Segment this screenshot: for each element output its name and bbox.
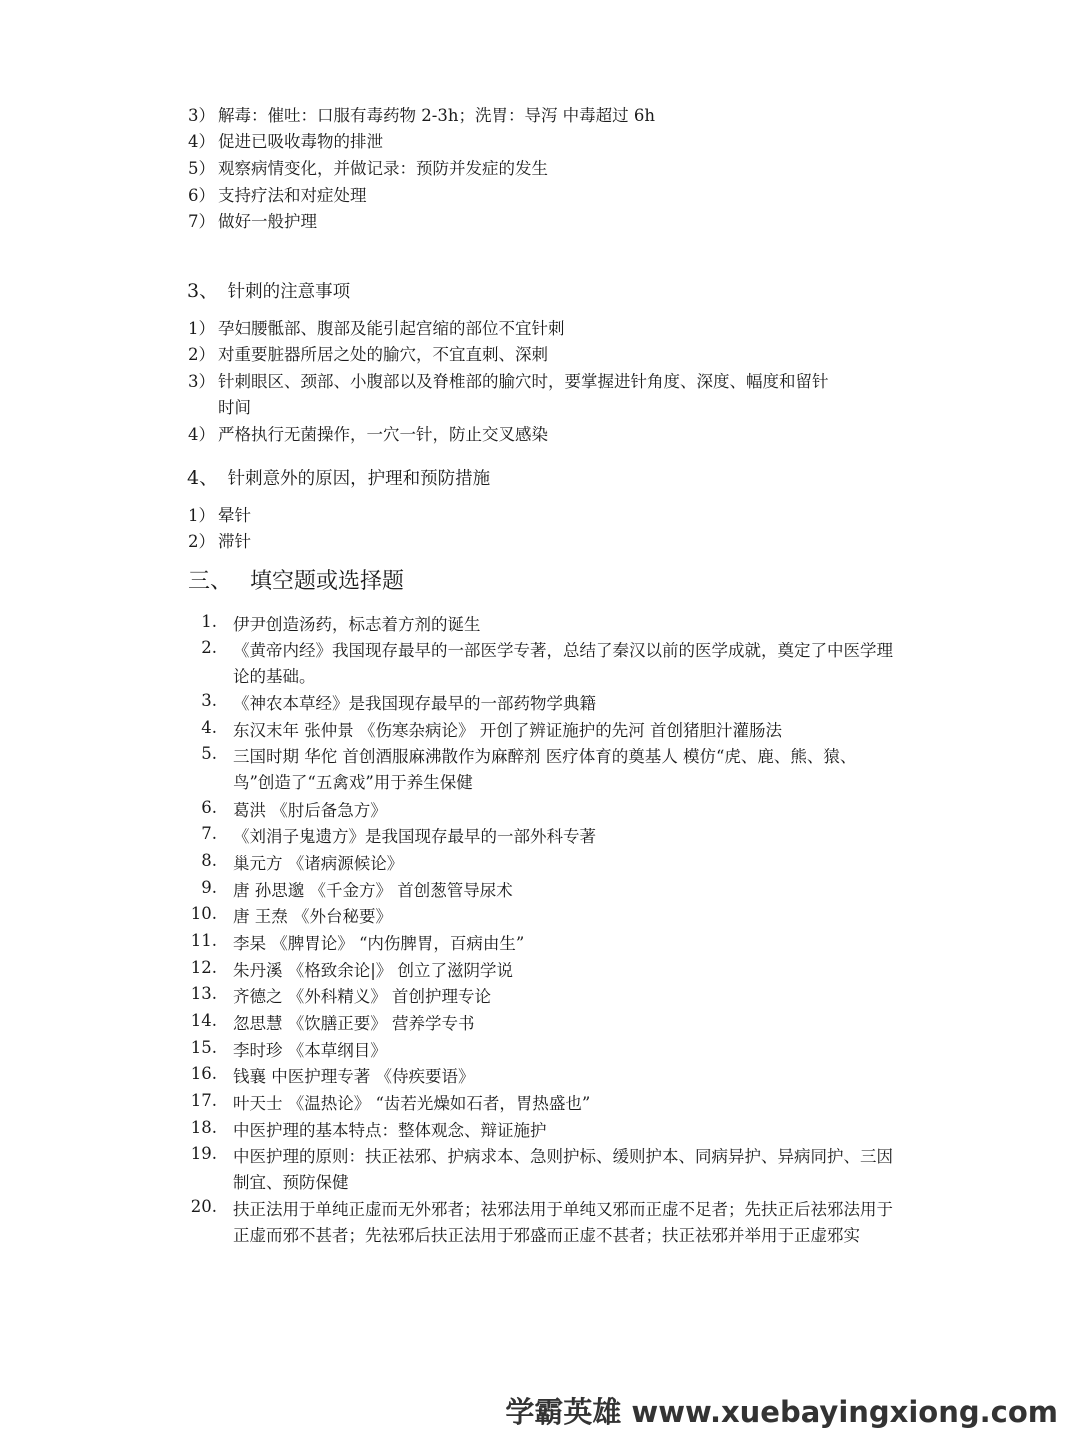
question-number: 19.	[190, 1144, 217, 1163]
question-number: 12.	[190, 958, 217, 977]
section-title: 针刺的注意事项	[227, 282, 351, 302]
question-text: 三国时期 华佗 首创酒服麻沸散作为麻醉剂 医疗体育的奠基人 模仿“虎、鹿、熊、猿、鸟”创造了“五禽戏”用于养生保健	[233, 747, 857, 792]
question-number: 16.	[190, 1064, 217, 1083]
list-number: 3）	[188, 372, 215, 391]
question-number: 10.	[190, 904, 217, 923]
list-text: 促进已吸收毒物的排泄	[218, 132, 383, 151]
part-index: 三、	[188, 569, 233, 594]
question-number: 6.	[201, 798, 217, 817]
list-number: 3）	[188, 106, 215, 125]
list-number: 2）	[188, 345, 215, 364]
question-number: 11.	[190, 931, 217, 950]
question-text: 忽思慧 《饮膳正要》 营养学专书	[233, 1014, 475, 1033]
list-text: 对重要脏器所居之处的腧穴，不宜直刺、深刺	[218, 345, 548, 364]
list-number: 6）	[188, 186, 215, 205]
question-text: 扶正法用于单纯正虚而无外邪者；祛邪法用于单纯又邪而正虚不足者；先扶正后祛邪法用于正虚而邪不甚者；先祛邪后扶正法用于邪盛而正虚不甚者；扶正祛邪并举用于正虚邪实	[233, 1200, 893, 1245]
question-text: 葛洪 《肘后备急方》	[233, 801, 387, 820]
question-number: 1.	[201, 612, 217, 631]
list-text: 做好一般护理	[218, 212, 317, 231]
question-text: 东汉末年 张仲景 《伤寒杂病论》 开创了辨证施护的先河 首创猪胆汁灌肠法	[233, 721, 782, 740]
question-number: 7.	[201, 824, 217, 843]
question-text: 齐德之 《外科精义》 首创护理专论	[233, 987, 491, 1006]
section-title: 针刺意外的原因，护理和预防措施	[227, 469, 491, 489]
question-text: 李杲 《脾胃论》 “内伤脾胃，百病由生”	[233, 934, 525, 953]
question-number: 15.	[190, 1038, 217, 1057]
question-text: 《刘涓子鬼遗方》是我国现存最早的一部外科专著	[233, 827, 596, 846]
section-number: 3、	[187, 280, 219, 302]
question-number: 5.	[201, 744, 217, 763]
list-number: 1）	[188, 319, 215, 338]
question-number: 2.	[201, 638, 217, 657]
list-number: 7）	[188, 212, 215, 231]
question-text: 朱丹溪 《格致余论|》 创立了滋阴学说	[233, 961, 514, 980]
question-text: 中医护理的基本特点：整体观念、辩证施护	[233, 1121, 547, 1140]
question-text: 《神农本草经》是我国现存最早的一部药物学典籍	[233, 694, 596, 713]
question-number: 18.	[190, 1118, 217, 1137]
question-text: 中医护理的原则：扶正祛邪、护病求本、急则护标、缓则护本、同病异护、异病同护、三因制宜、预防保健	[233, 1147, 893, 1192]
section-heading	[187, 280, 350, 303]
list-text: 晕针	[218, 506, 251, 525]
question-number: 17.	[190, 1091, 217, 1110]
part-title: 填空题或选择题	[250, 569, 405, 594]
list-text: 解毒：催吐：口服有毒药物 2-3h；洗胃：导泻 中毒超过 6h	[218, 106, 656, 125]
list-text: 观察病情变化，并做记录：预防并发症的发生	[218, 159, 548, 178]
question-text: 巢元方 《诸病源候论》	[233, 854, 404, 873]
question-text: 李时珍 《本草纲目》	[233, 1041, 387, 1060]
list-text: 时间	[218, 398, 251, 417]
list-text: 支持疗法和对症处理	[218, 186, 367, 205]
list-number: 2）	[188, 532, 215, 551]
list-number: 4）	[188, 132, 215, 151]
list-text: 孕妇腰骶部、腹部及能引起宫缩的部位不宜针刺	[218, 319, 565, 338]
list-text: 严格执行无菌操作，一穴一针，防止交叉感染	[218, 425, 548, 444]
list-number: 1）	[188, 506, 215, 525]
question-number: 4.	[201, 718, 217, 737]
list-text: 针刺眼区、颈部、小腹部以及脊椎部的腧穴时，要掌握进针角度、深度、幅度和留针	[218, 372, 829, 391]
question-number: 20.	[190, 1197, 217, 1216]
question-number: 3.	[201, 691, 217, 710]
footer-watermark: 学霸英雄 www.xuebayingxiong.com	[505, 1395, 1058, 1429]
question-text: 《黄帝内经》我国现存最早的一部医学专著，总结了秦汉以前的医学成就，奠定了中医学理论的基础。	[233, 641, 893, 686]
section-number: 4、	[187, 467, 219, 489]
question-text: 叶天士 《温热论》 “齿若光燥如石者，胃热盛也”	[233, 1094, 591, 1113]
question-text: 唐 王焘 《外台秘要》	[233, 907, 392, 926]
section-heading	[187, 467, 490, 490]
list-number: 5）	[188, 159, 215, 178]
question-text: 伊尹创造汤药，标志着方剂的诞生	[233, 615, 481, 634]
question-number: 9.	[201, 878, 217, 897]
list-item-continuation	[218, 398, 251, 418]
question-number: 14.	[190, 1011, 217, 1030]
question-number: 8.	[201, 851, 217, 870]
list-text: 滞针	[218, 532, 251, 551]
question-number: 13.	[190, 984, 217, 1003]
list-number: 4）	[188, 425, 215, 444]
question-text: 钱襄 中医护理专著 《侍疾要语》	[233, 1067, 475, 1086]
question-text: 唐 孙思邈 《千金方》 首创葱管导尿术	[233, 881, 513, 900]
